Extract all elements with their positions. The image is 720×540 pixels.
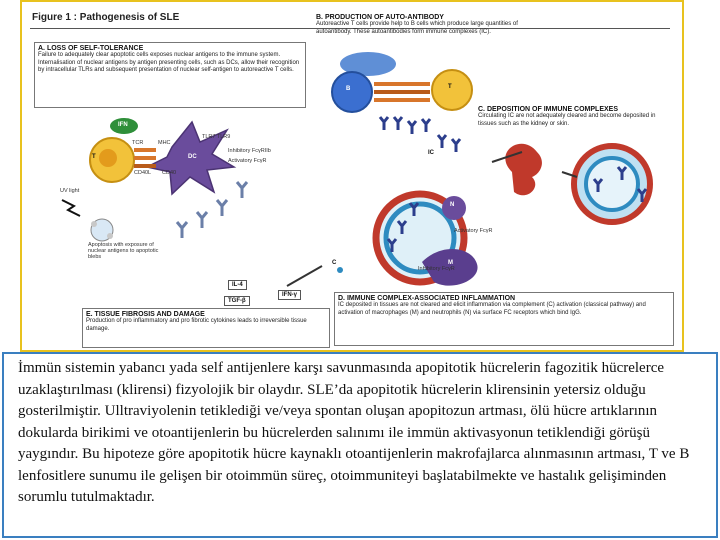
panel-c xyxy=(478,106,674,128)
label-dc: DC xyxy=(188,154,197,160)
figure-panel xyxy=(20,0,684,352)
kidney xyxy=(505,144,542,196)
uv-bolt xyxy=(62,200,80,216)
label-activatory-r: Activatory FcγR xyxy=(454,228,493,234)
b-cell xyxy=(332,72,372,112)
cd40l-strip xyxy=(134,156,156,160)
panel-b-text: Autoreactive T cells provide help to B cells which produce large quantities of autoantibody. These autoantibodies form immune complexes (IC). xyxy=(316,21,518,35)
t-cell-b xyxy=(432,70,472,110)
panel-e xyxy=(82,308,330,348)
panel-e-heading: E. TISSUE FIBROSIS AND DAMAGE xyxy=(86,311,205,318)
panel-b xyxy=(316,14,546,36)
panel-a xyxy=(34,42,306,108)
neutrophil xyxy=(442,196,466,220)
label-cd40l: CD40L xyxy=(134,170,152,176)
panel-d xyxy=(334,292,674,346)
label-tlr: TLR7 TLR9 xyxy=(202,134,231,140)
panel-c-text: Circulating IC are not adequately cleared and become deposited in tissues such as the kidney or skin. xyxy=(478,113,656,127)
label-n: N xyxy=(450,202,455,208)
tcr-strip xyxy=(134,148,156,152)
label-tcr: TCR xyxy=(132,140,144,146)
t-cell-a-nucleus xyxy=(99,149,117,167)
complement xyxy=(337,267,343,273)
figure-title: Figure 1 : Pathogenesis of SLE xyxy=(32,12,180,23)
label-il4: IL-4 xyxy=(228,280,247,290)
label-ic: IC xyxy=(428,150,434,156)
panel-c-heading: C. DEPOSITION OF IMMUNE COMPLEXES xyxy=(478,106,619,113)
panel-a-heading: A. LOSS OF SELF-TOLERANCE xyxy=(38,45,144,52)
label-mhc: MHC xyxy=(158,140,171,146)
label-apoptosis: Apoptosis with exposure of nuclear antigens to apoptotic blebs xyxy=(88,242,159,260)
panel-d-heading: D. IMMUNE COMPLEX-ASSOCIATED INFLAMMATION xyxy=(338,295,516,302)
label-tgfb: TGF-β xyxy=(224,296,250,306)
label-c: C xyxy=(332,260,337,266)
arrow-to-cytokines xyxy=(287,266,322,286)
label-t-cell-a: T xyxy=(92,154,96,160)
cd40-strip xyxy=(134,164,156,168)
label-b-cell: B xyxy=(346,86,351,92)
label-inhibitory-a: Inhibitory FcγRIIb xyxy=(228,148,271,154)
label-m: M xyxy=(448,260,453,266)
caption-text: İmmün sistemin yabancı yada self antijenlere karşı savunmasında apopitotik hücrelerin fagozitik hücrelerce uzaklaştırılması (klirensi) fizyolojik bir olaydır. SLE’da apopitotik hücrelerin klirensinin yetersiz olduğu gosterilmiştir. Ulltraviyolenin tetiklediği ve/veya spontan oluşan apopitozun artması, ölü hücre artıklarının dokularda birikimi ve otoantijenlerin bu hücrelerden salınımı ile immün aktivasyonun tetiklendiği görüşü yaygındır. Bu hipoteze göre apopitotik hücre kaynaklı otoantijenlerin makrofajlarca alınmasının artması, T ve B lenfositlere sunumu ile gelişen bir otoimmün süreç, otoimmuniteyi başlatabilmekte ve hastalık gelişiminden sorumlu tutulmaktadır. xyxy=(18,360,690,505)
label-ifng: IFN-γ xyxy=(278,290,301,300)
panel-a-text: Failure to adequately clear apoptotic cells exposes nuclear antigens to the immune system. Internalisation of nuclear antigens by antigen presenting cells, such as DCs, allow their recognition by intracellular TLRs and subsequent presentation of nuclear self-antigen to autoreactive T cells. xyxy=(38,52,300,73)
label-ifn: IFN xyxy=(118,122,128,128)
panel-b-heading: B. PRODUCTION OF AUTO-ANTIBODY xyxy=(316,14,444,21)
panel-d-text: IC deposited in tissues are not cleared and elicit inflammation via complement (C) activation (classical pathway) and activation of macrophages (M) and neutrophils (N) via surface FC receptors which bind IgG. xyxy=(338,302,646,316)
antibody-cluster-b xyxy=(380,117,460,152)
caption-box xyxy=(2,352,718,538)
label-inhibitory-r: Inhibitory FcγR xyxy=(418,266,455,272)
label-uv: UV light xyxy=(60,188,80,194)
label-activatory-a: Activatory FcγR xyxy=(228,158,267,164)
panel-e-text: Production of pro inflammatory and pro fibrotic cytokines leads to irreversible tissue damage. xyxy=(86,318,307,332)
label-cd40: CD40 xyxy=(162,170,177,176)
label-t-cell-b: T xyxy=(448,84,452,90)
